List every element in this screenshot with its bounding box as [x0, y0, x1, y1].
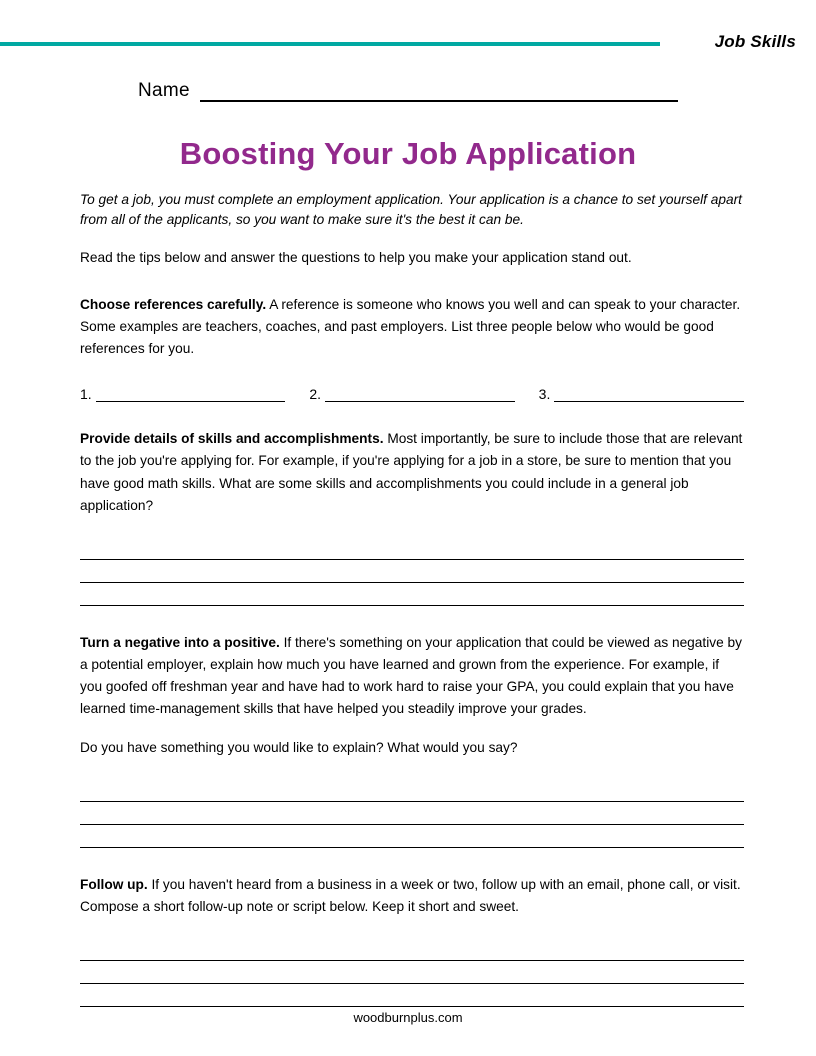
- header-accent-rule: [0, 42, 660, 46]
- section-body-text: Most importantly, be sure to include those that are relevant to the job you're applying for. For example, if you're applying for a job in a store, be sure to mention that you have good math skills. What are some skills and accomplishments you could include in a general job application?: [80, 431, 743, 513]
- section-provide-details: [80, 428, 744, 606]
- reference-blank-1[interactable]: [80, 386, 285, 402]
- section-heading: Provide details of skills and accomplishments.: [80, 431, 384, 447]
- name-label: Name: [138, 80, 190, 101]
- worksheet-content: [80, 190, 744, 1007]
- section-heading: Choose references carefully.: [80, 296, 267, 312]
- section-body-text: A reference is someone who knows you well and can speak to your character. Some examples are teachers, coaches, and past employers. List three people below who would be good references for you.: [80, 296, 741, 356]
- page-title: Boosting Your Job Application: [179, 136, 637, 171]
- answer-lines-followup: [80, 938, 744, 1007]
- section-text: [80, 294, 744, 361]
- section-turn-negative-positive: [80, 632, 744, 848]
- reference-input-1[interactable]: [96, 386, 286, 402]
- section-body-text: If you haven't heard from a business in a week or two, follow up with an email, phone call, or visit. Compose a short follow-up note or script below. Keep it short and sweet.: [80, 876, 741, 915]
- write-line[interactable]: [80, 984, 744, 1007]
- write-line[interactable]: [80, 802, 744, 825]
- footer-attribution: woodburnplus.com: [353, 1010, 463, 1025]
- answer-lines-negative: [80, 779, 744, 848]
- section-choose-references: [80, 294, 744, 403]
- write-line[interactable]: [80, 537, 744, 560]
- write-line[interactable]: [80, 961, 744, 984]
- section-follow-up: [80, 874, 744, 1007]
- section-text: [80, 632, 744, 721]
- reference-number-1: 1.: [80, 386, 92, 403]
- write-line[interactable]: [80, 825, 744, 848]
- reference-number-3: 3.: [538, 386, 551, 403]
- reference-input-3[interactable]: [554, 386, 744, 402]
- reference-blank-2[interactable]: [309, 386, 514, 402]
- write-line[interactable]: [80, 779, 744, 802]
- write-line[interactable]: [80, 583, 744, 606]
- write-line[interactable]: [80, 560, 744, 583]
- instructions-paragraph: Read the tips below and answer the questions to help you make your application stand out.: [80, 249, 632, 265]
- reference-blank-3[interactable]: [539, 386, 744, 402]
- intro-paragraph: To get a job, you must complete an employment application. Your application is a chance to set yourself apart from all of the applicants, so you want to make sure it's the best it can be.: [80, 192, 742, 227]
- section-body-text: If there's something on your application that could be viewed as negative by a potential employer, explain how much you have learned and grown from the experience. For example, if you goofed off freshman year and have had to work hard to raise your GPA, you could explain that you have learned time-management skills that have helped you steadily improve your grades.: [80, 634, 742, 717]
- write-line[interactable]: [80, 938, 744, 961]
- reference-number-2: 2.: [309, 386, 322, 403]
- section-question: Do you have something you would like to explain? What would you say?: [80, 739, 518, 755]
- name-field[interactable]: [138, 76, 678, 102]
- subject-label: Job Skills: [714, 32, 796, 51]
- references-blanks-row: [80, 386, 744, 402]
- reference-input-2[interactable]: [325, 386, 515, 402]
- section-heading: Turn a negative into a positive.: [80, 634, 280, 650]
- section-heading: Follow up.: [80, 876, 148, 892]
- section-text: [80, 874, 744, 918]
- answer-lines-skills: [80, 537, 744, 606]
- section-text: [80, 428, 744, 517]
- page-header: [0, 0, 816, 62]
- name-input-blank[interactable]: [200, 80, 678, 102]
